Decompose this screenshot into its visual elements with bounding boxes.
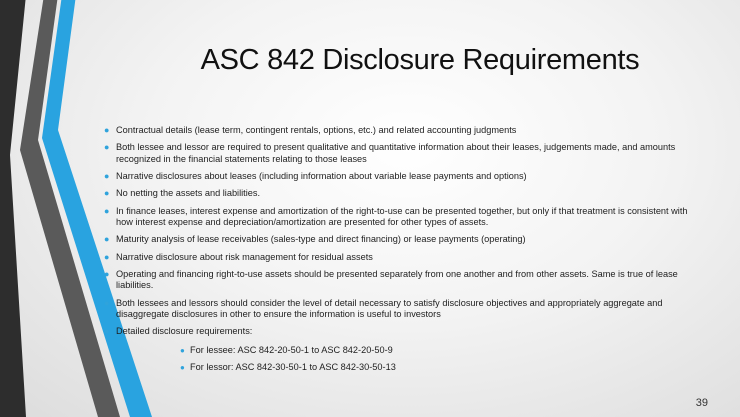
bullet-dot-icon: ● xyxy=(180,345,185,355)
sub-bullet-item: ● For lessor: ASC 842-30-50-1 to ASC 842-30-50-13 xyxy=(180,361,396,372)
bullet-item: ● Both lessee and lessor are required to present qualitative and quantitative information about their leases, judgements made, and amounts recognized in the financial statements relating to those leases xyxy=(104,142,676,164)
bullet-list xyxy=(104,125,694,379)
bullet-dot-icon: ● xyxy=(180,362,185,372)
bullet-dot-icon: ● xyxy=(104,142,110,153)
bullet-item: ● No netting the assets and liabilities. xyxy=(104,188,261,199)
slide-title: ASC 842 Disclosure Requirements xyxy=(200,44,640,76)
bullet-dot-icon: ● xyxy=(104,125,110,135)
bullet-item: ● In finance leases, interest expense and amortization of the right-to-use can be presented together, but only if that treatment is consistent with how interest expense and depreciation/amortization are presented for other types of assets. xyxy=(104,205,688,227)
bullet-item: ● Both lessees and lessors should consider the level of detail necessary to satisfy disclosure objectives and appropriately aggregate and disaggregate disclosures in other to ensure the information is useful to investors xyxy=(104,297,663,319)
page-number: 39 xyxy=(695,397,708,409)
bullet-dot-icon: ● xyxy=(104,326,110,337)
sub-bullet-item: ● For lessee: ASC 842-20-50-1 to ASC 842-20-50-9 xyxy=(180,344,393,355)
bullet-dot-icon: ● xyxy=(104,234,110,245)
decor-stripe-black xyxy=(0,0,26,417)
bullet-item: ● Detailed disclosure requirements: xyxy=(104,326,253,337)
sub-bullet-list xyxy=(104,345,694,373)
bullet-item: ● Operating and financing right-to-use assets should be presented separately from one another and from other assets. Same is true of lease liabilities. xyxy=(104,269,678,291)
bullet-item: ● Contractual details (lease term, contingent rentals, options, etc.) and related accounting judgments xyxy=(104,125,517,135)
bullet-dot-icon: ● xyxy=(104,205,110,216)
bullet-item: ● Maturity analysis of lease receivables (sales-type and direct financing) or lease payments (operating) xyxy=(104,234,526,245)
bullet-dot-icon: ● xyxy=(104,170,110,181)
bullet-item: ● Narrative disclosures about leases (including information about variable lease payments and options) xyxy=(104,170,527,181)
bullet-item: ● Narrative disclosure about risk management for residual assets xyxy=(104,251,373,262)
bullet-dot-icon: ● xyxy=(104,188,110,199)
bullet-dot-icon: ● xyxy=(104,269,110,280)
bullet-dot-icon: ● xyxy=(104,251,110,262)
bullet-dot-icon: ● xyxy=(104,297,110,308)
